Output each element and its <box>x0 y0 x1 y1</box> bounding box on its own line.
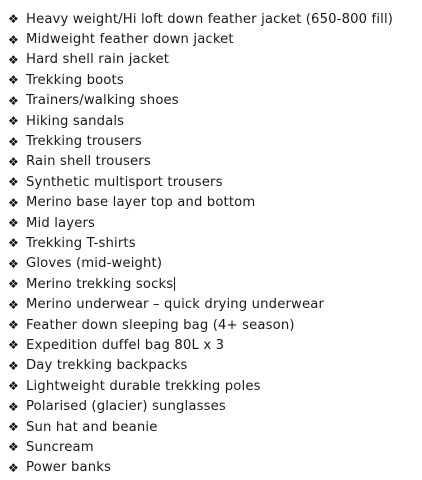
list-item-text: Trekking boots <box>26 72 124 88</box>
list-item <box>8 213 418 233</box>
list-item-text[interactable]: Merino trekking socks <box>26 276 174 292</box>
list-item-text: Rain shell trousers <box>26 154 151 170</box>
list-item <box>8 396 418 416</box>
list-item-text: Suncream <box>26 439 94 455</box>
list-item-text: Gloves (mid-weight) <box>26 256 163 272</box>
diamond-bullet-icon: ❖ <box>8 216 19 231</box>
list-item <box>8 91 418 111</box>
list-item-text: Midweight feather down jacket <box>26 32 234 48</box>
list-item-text: Synthetic multisport trousers <box>26 174 223 190</box>
list-item-text: Feather down sleeping bag (4+ season) <box>26 317 295 333</box>
diamond-bullet-icon: ❖ <box>8 134 19 149</box>
list-item <box>8 335 418 355</box>
list-item <box>8 294 418 314</box>
list-item <box>8 152 418 172</box>
list-item <box>8 70 418 90</box>
diamond-bullet-icon: ❖ <box>8 32 19 47</box>
text-cursor <box>174 277 175 291</box>
diamond-bullet-icon: ❖ <box>8 256 19 271</box>
list-item <box>8 111 418 131</box>
list-item-text: Merino base layer top and bottom <box>26 195 256 211</box>
list-item-text: Expedition duffel bag 80L x 3 <box>26 337 225 353</box>
list-item <box>8 254 418 274</box>
list-item <box>8 274 418 294</box>
list-item-text: Mid layers <box>26 215 96 231</box>
list-item <box>8 376 418 396</box>
list-item <box>8 50 418 70</box>
list-item-text: Heavy weight/Hi loft down feather jacket (650-800 fill) <box>26 11 394 27</box>
list-item <box>8 315 418 335</box>
list-item-text: Merino underwear – quick drying underwear <box>26 297 325 313</box>
list-item-text: Hard shell rain jacket <box>26 52 170 68</box>
list-item-text: Day trekking backpacks <box>26 358 188 374</box>
diamond-bullet-icon: ❖ <box>8 236 19 251</box>
list-item-text: Trainers/walking shoes <box>26 93 179 109</box>
list-item-text: Trekking T-shirts <box>26 235 136 251</box>
diamond-bullet-icon: ❖ <box>8 93 19 108</box>
list-item <box>8 458 418 478</box>
list-item-text: Trekking trousers <box>26 134 142 150</box>
list-item-text: Polarised (glacier) sunglasses <box>26 399 226 415</box>
diamond-bullet-icon: ❖ <box>8 420 19 434</box>
diamond-bullet-icon: ❖ <box>8 297 19 312</box>
diamond-bullet-icon: ❖ <box>8 379 19 394</box>
list-item-text: Sun hat and beanie <box>26 419 158 435</box>
list-item-text: Lightweight durable trekking poles <box>26 378 261 394</box>
diamond-bullet-icon: ❖ <box>8 154 19 169</box>
diamond-bullet-icon: ❖ <box>8 195 19 210</box>
list-item-text: Power banks <box>26 460 112 476</box>
list-item <box>8 233 418 253</box>
diamond-bullet-icon: ❖ <box>8 12 19 27</box>
list-item <box>8 193 418 213</box>
diamond-bullet-icon: ❖ <box>8 277 19 292</box>
list-item <box>8 29 418 49</box>
diamond-bullet-icon: ❖ <box>8 440 19 455</box>
list-item <box>8 437 418 457</box>
diamond-bullet-icon: ❖ <box>8 73 19 88</box>
diamond-bullet-icon: ❖ <box>8 318 19 333</box>
list-item <box>8 172 418 192</box>
list-item <box>8 9 418 29</box>
list-item <box>8 131 418 151</box>
diamond-bullet-icon: ❖ <box>8 114 19 129</box>
diamond-bullet-icon: ❖ <box>8 338 19 353</box>
diamond-bullet-icon: ❖ <box>8 460 19 475</box>
diamond-bullet-icon: ❖ <box>8 358 19 373</box>
list-item <box>8 417 418 437</box>
diamond-bullet-icon: ❖ <box>8 399 19 414</box>
packing-list <box>8 9 418 478</box>
diamond-bullet-icon: ❖ <box>8 175 19 190</box>
diamond-bullet-icon: ❖ <box>8 52 19 67</box>
list-item <box>8 356 418 376</box>
list-item-text: Hiking sandals <box>26 113 125 129</box>
